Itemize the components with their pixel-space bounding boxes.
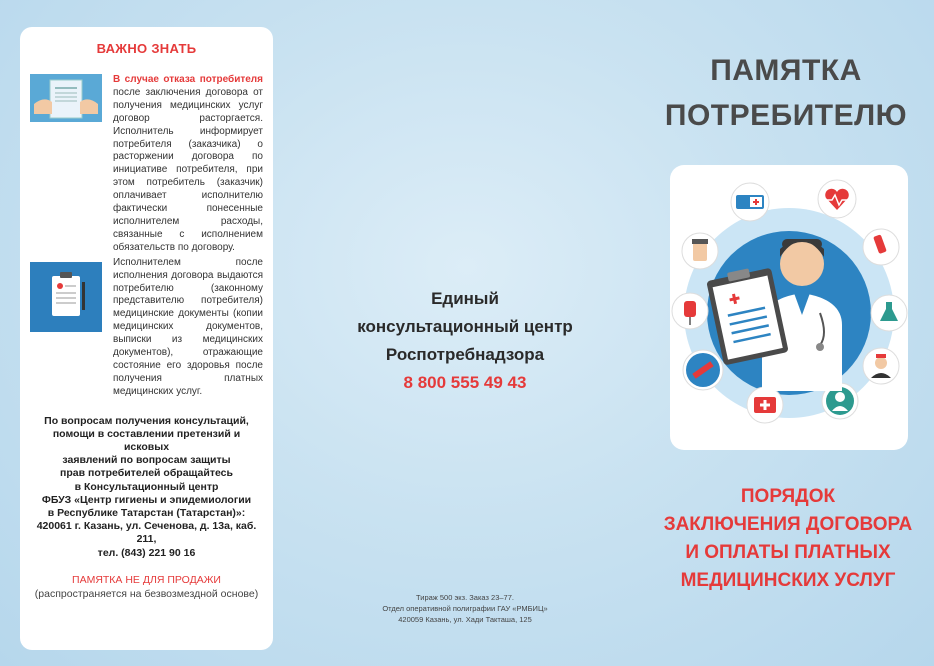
main-title <box>656 48 916 138</box>
print-run: Тираж 500 экз. Заказ 23–77. <box>416 593 514 602</box>
consultation-center-info <box>330 285 600 397</box>
brochure-subtitle <box>656 483 920 595</box>
subtitle-line-1: ПОРЯДОК <box>740 486 836 507</box>
documents-section <box>30 257 263 399</box>
print-department: Отдел оперативной полиграфии ГАУ «РМБИЦ» <box>382 604 548 613</box>
contact-info: По вопросам получения консультаций, помощи в составлении претензий и исковых заявлений по вопросам защиты прав потребителей обращайтесь в Консультационный центр ФБУЗ «Центр гигиены и эпидемиологии в Республике Татарстан (Татарстан)»: 420061 г. Казань, ул. Сеченова, д. 13а, каб. 211, тел. (843) 221 90 16 <box>36 414 257 559</box>
nurse-icon <box>863 348 899 384</box>
print-info <box>340 592 590 625</box>
doctor-illustration <box>670 165 908 450</box>
contract-cancel-text <box>113 74 263 255</box>
main-title-line-2: ПОТРЕБИТЕЛЮ <box>664 99 908 132</box>
documents-text: Исполнителем после исполнения договора выдаются потребителю (законному представителю потребителя) медицинские документы (копии медицинских документов, выписки из медицинских документов), отражающие состояние его здоровья после получения платных медицинских услуг. <box>113 256 263 397</box>
subtitle-line-2: ЗАКЛЮЧЕНИЯ ДОГОВОРА <box>663 514 913 535</box>
contract-cancel-section <box>30 74 263 255</box>
card-title: ВАЖНО ЗНАТЬ <box>96 41 197 56</box>
center-line-3: Роспотребнадзора <box>385 345 545 364</box>
subtitle-line-3: И ОПЛАТЫ ПЛАТНЫХ <box>685 542 891 563</box>
doctor-with-clipboard-icon <box>670 165 908 450</box>
center-line-1: Единый <box>431 289 499 308</box>
important-info-card <box>20 27 273 650</box>
main-title-line-1: ПАМЯТКА <box>710 54 862 87</box>
iv-bag-icon <box>672 293 708 329</box>
medicine-bottle-icon <box>682 233 718 269</box>
contract-icon <box>30 74 102 122</box>
not-for-sale-label: ПАМЯТКА НЕ ДЛЯ ПРОДАЖИ <box>72 573 221 586</box>
hotline-phone: 8 800 555 49 43 <box>403 373 527 392</box>
syringe-icon <box>683 350 723 390</box>
subtitle-line-4: МЕДИЦИНСКИХ УСЛУГ <box>680 570 896 591</box>
ambulance-icon <box>731 183 769 221</box>
center-line-2: консультационный центр <box>357 317 573 336</box>
free-distribution-label: (распространяется на безвозмездной основе) <box>34 587 259 600</box>
first-aid-kit-icon <box>747 387 783 423</box>
dropper-icon <box>863 229 899 265</box>
print-address: 420059 Казань, ул. Хади Такташа, 125 <box>398 615 532 624</box>
medical-document-icon <box>30 262 102 332</box>
contract-cancel-lead: В случае отказа потребителя <box>113 74 263 85</box>
flask-icon <box>871 295 907 331</box>
heart-icon <box>818 180 856 218</box>
contract-cancel-body: после заключения договора от получения медицинских услуг договор расторгается. Исполнитель информирует потребителя (заказчика) о расторжении договора по инициативе потребителя, при этом потребитель (заказчик) оплачивает исполнителю фактически понесенные исполнителем расходы, связанные с исполнением обязательств по договору. <box>113 86 263 253</box>
